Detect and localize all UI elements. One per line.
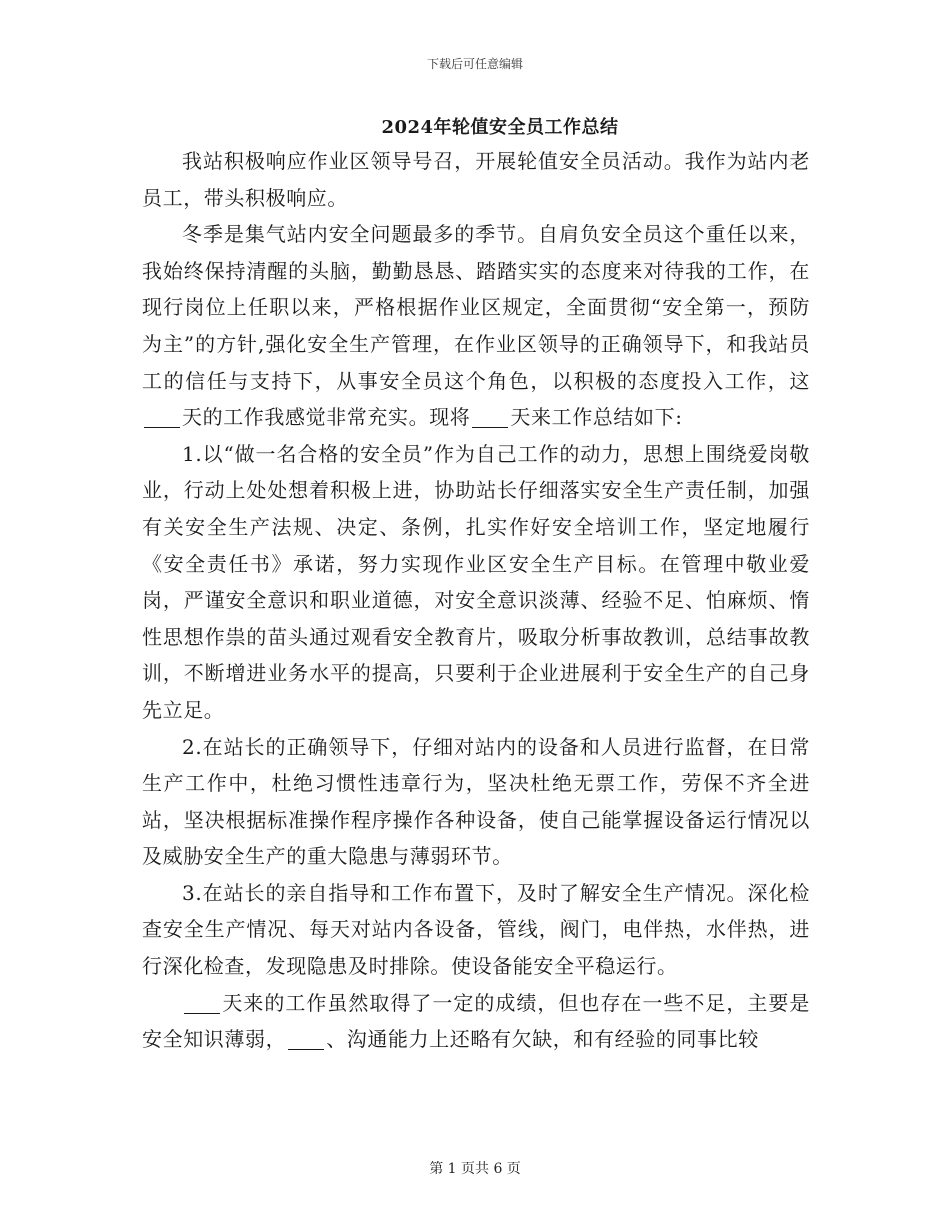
- paragraph-shortcomings: [142, 985, 810, 1058]
- paragraph-item-2: [142, 729, 810, 875]
- paragraph-winter-season: [142, 216, 810, 436]
- paragraph-text: 3.在站长的亲自指导和工作布置下，及时了解安全生产情况。深化检查安全生产情况、每天对站内各设备，管线，阀门，电伴热，水伴热，进行深化检查，发现隐患及时排除。使设备能安全平稳运行。: [142, 880, 810, 979]
- page-number: 第 1 页共 6 页: [429, 1161, 521, 1177]
- paragraph-text: 、沟通能力上还略有欠缺，和有经验的同事比较: [326, 1027, 759, 1052]
- blank-underline: [472, 407, 508, 428]
- paragraph-text: 天来的工作虽然取得了一定的成绩，但也存在一些不足，主要是安全知识薄弱，: [142, 990, 810, 1052]
- paragraph-text: 冬季是集气站内安全问题最多的季节。自肩负安全员这个重任以来，我始终保持清醒的头脑，勤勤恳恳、踏踏实实的态度来对待我的工作，在现行岗位上任职以来，严格根据作业区规定，全面贯彻“安全第一，预防为主”的方针,强化安全生产管理，在作业区领导的正确领导下，和我站员工的信任与支持下，从事安全员这个角色，以积极的态度投入工作，这: [142, 222, 810, 393]
- page-header-note: 下载后可任意编辑: [426, 57, 523, 71]
- paragraph-item-1: [142, 436, 810, 729]
- blank-underline: [184, 993, 220, 1014]
- paragraph-text: 天的工作我感觉非常充实。现将: [182, 405, 471, 430]
- document-title: 2024年轮值安全员工作总结: [381, 117, 619, 138]
- paragraph-intro: [142, 143, 810, 216]
- paragraph-text: 1.以“做一名合格的安全员”作为自己工作的动力，思想上围绕爱岗敬业，行动上处处想着积极上进，协助站长仔细落实安全生产责任制，加强有关安全生产法规、决定、条例，扎实作好安全培训工作，坚定地履行《安全责任书》承诺，努力实现作业区安全生产目标。在管理中敬业爱岗，严谨安全意识和职业道德，对安全意识淡薄、经验不足、怕麻烦、惰性思想作祟的苗头通过观看安全教育片，吸取分析事故教训，总结事故教训，不断增进业务水平的提高，只要利于企业进展利于安全生产的自己身先立足。: [142, 441, 810, 722]
- blank-underline: [288, 1029, 324, 1050]
- paragraph-item-3: [142, 875, 810, 985]
- paragraph-text: 2.在站长的正确领导下，仔细对站内的设备和人员进行监督，在日常生产工作中，杜绝习惯性违章行为，坚决杜绝无票工作，劳保不齐全进站，坚决根据标准操作程序操作各种设备，使自己能掌握设备运行情况以及威胁安全生产的重大隐患与薄弱环节。: [142, 734, 810, 869]
- blank-underline: [144, 407, 180, 428]
- document-body: [142, 143, 810, 1058]
- paragraph-text: 天来工作总结如下:: [510, 405, 683, 430]
- paragraph-text: 我站积极响应作业区领导号召，开展轮值安全员活动。我作为站内老员工，带头积极响应。: [142, 149, 810, 210]
